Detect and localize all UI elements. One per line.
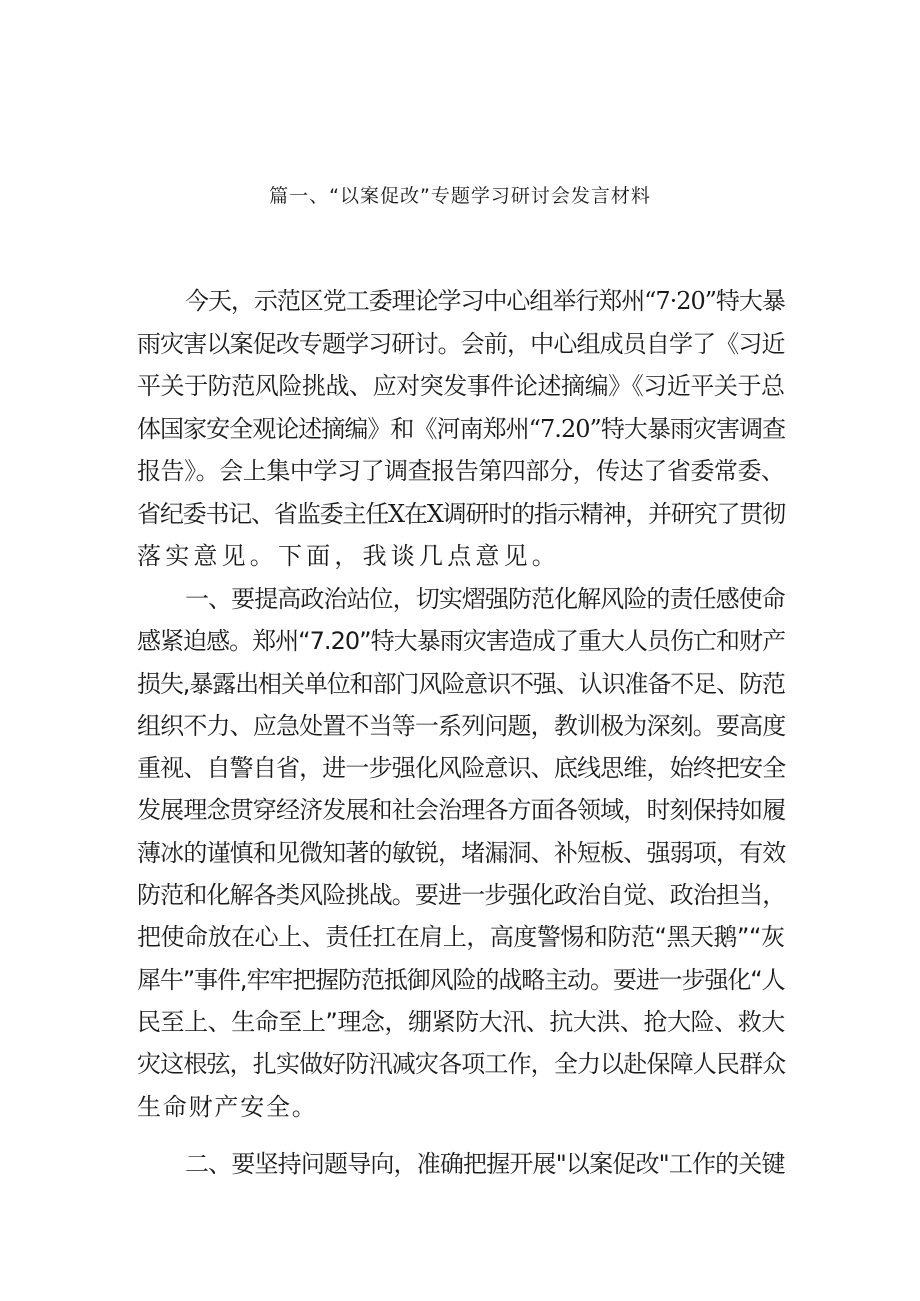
point-one-line: 犀牛”事件,牢牢把握防范抵御风险的战略主动。要进一步强化“人	[137, 965, 785, 994]
intro-line: 落实意见。下面，我谈几点意见。	[137, 542, 560, 570]
point-one-line: 薄冰的谨慎和见微知著的敏锐，堵漏洞、补短板、强弱项，有效	[137, 838, 786, 867]
point-one-line: 重视、自警自省，进一步强化风险意识、底线思维，始终把安全	[137, 754, 786, 783]
point-one-line: 组织不力、应急处置不当等一系列问题，教训极为深刻。要高度	[137, 711, 786, 740]
intro-line: 省纪委书记、省监委主任X在X调研时的指示精神，并研究了贯彻	[137, 499, 785, 528]
point-one-line: 感紧迫感。郑州“7.20”特大暴雨灾害造成了重大人员伤亡和财产	[137, 627, 786, 656]
intro-line: 体国家安全观论述摘编》和《河南郑州“7.20”特大暴雨灾害调查	[137, 414, 786, 443]
point-one-paragraph	[137, 578, 785, 1128]
intro-line: 平关于防范风险挑战、应对突发事件论述摘编》《习近平关于总	[137, 372, 785, 400]
point-one-line: 把使命放在心上、责任扛在肩上，高度警惕和防范“黑天鹅”“灰	[137, 923, 785, 952]
intro-line: 今天，示范区党工委理论学习中心组举行郑州“7·20”特大暴	[185, 287, 785, 315]
point-one-line: 损失,暴露出相关单位和部门风险意识不强、认识准备不足、防范	[137, 669, 785, 698]
point-two-paragraph	[137, 1143, 785, 1185]
intro-line: 报告》。会上集中学习了调查报告第四部分，传达了省委常委、	[137, 457, 785, 485]
point-one-line: 民至上、生命至上”理念，绷紧防大汛、抗大洪、抢大险、救大	[137, 1007, 785, 1036]
point-two-line: 二、要坚持问题导向，准确把握开展"以案促改"工作的关键	[185, 1150, 785, 1178]
intro-paragraph	[137, 280, 785, 578]
point-one-line: 防范和化解各类风险挑战。要进一步强化政治自觉、政治担当，	[137, 881, 786, 910]
point-one-line: 灾这根弦，扎实做好防汛减灾各项工作，全力以赴保障人民群众	[137, 1050, 786, 1079]
document-title: 篇一、“以案促改”专题学习研讨会发言材料	[269, 185, 651, 207]
intro-line: 雨灾害以案促改专题学习研讨。会前，中心组成员自学了《习近	[137, 329, 785, 358]
point-one-line: 发展理念贯穿经济发展和社会治理各方面各领域，时刻保持如履	[137, 796, 786, 825]
point-one-line: 一、要提高政治站位，切实熠强防范化解风险的责任感使命	[185, 585, 785, 613]
point-one-line: 生命财产安全。	[137, 1092, 318, 1121]
